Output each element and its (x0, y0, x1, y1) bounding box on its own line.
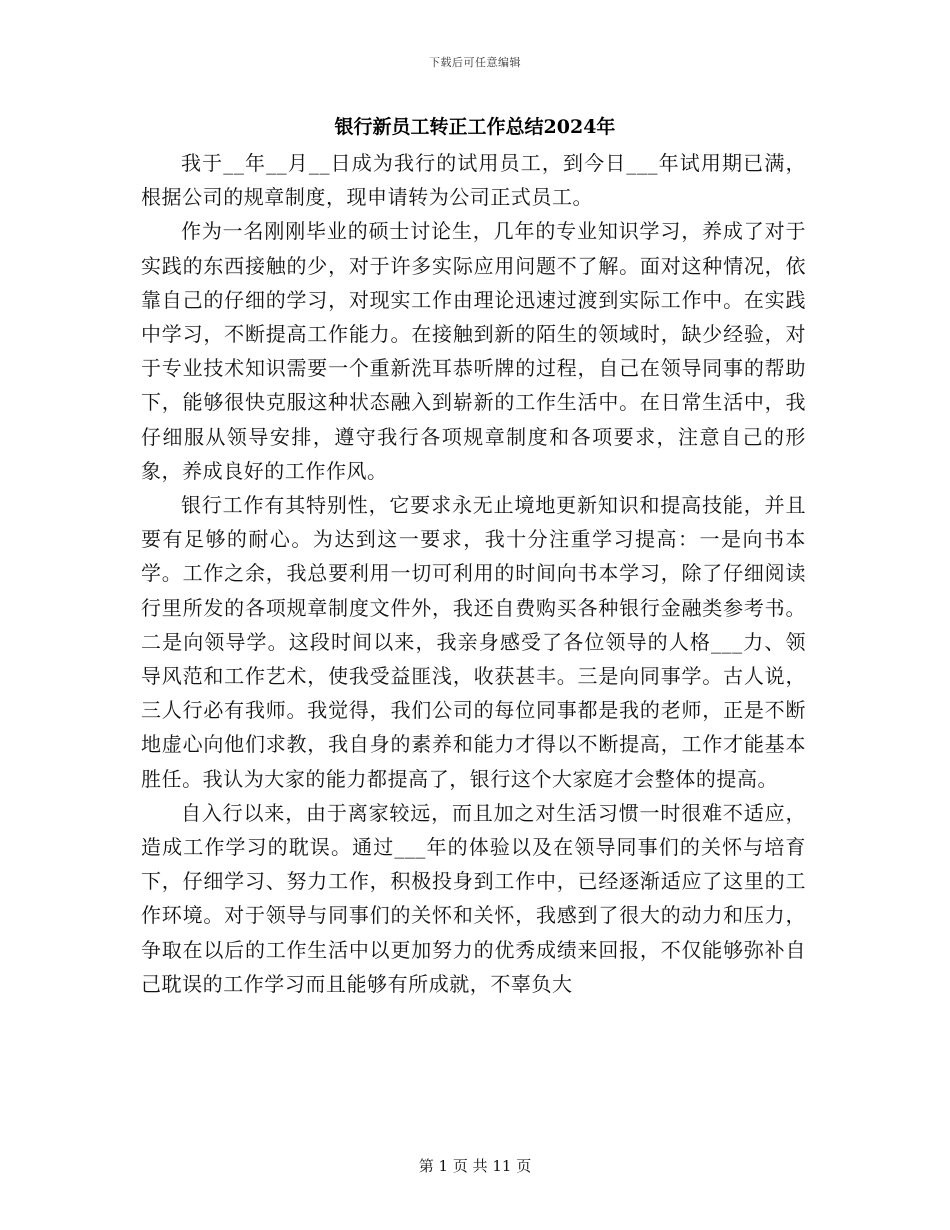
header-note: 下载后可任意编辑 (429, 56, 521, 69)
paragraph-4: 自入行以来，由于离家较远，而且加之对生活习惯一时很难不适应，造成工作学习的耽误。通过___年的体验以及在领导同事们的关怀与培育下，仔细学习、努力工作，积极投身到工作中，已经逐渐适应了这里的工作环境。对于领导与同事们的关怀和关怀，我感到了很大的动力和压力，争取在以后的工作生活中以更加努力的优秀成绩来回报，不仅能够弥补自己耽误的工作学习而且能够有所成就，不辜负大 (141, 800, 806, 996)
paragraph-1: 我于__年__月__日成为我行的试用员工，到今日___年试用期已满，根据公司的规章制度，现申请转为公司正式员工。 (141, 151, 806, 210)
paragraph-3: 银行工作有其特别性，它要求永无止境地更新知识和提高技能，并且要有足够的耐心。为达到这一要求，我十分注重学习提高：一是向书本学。工作之余，我总要利用一切可利用的时间向书本学习，除了仔细阅读行里所发的各项规章制度文件外，我还自费购买各种银行金融类参考书。二是向领导学。这段时间以来，我亲身感受了各位领导的人格___力、领导风范和工作艺术，使我受益匪浅，收获甚丰。三是向同事学。古人说，三人行必有我师。我觉得，我们公司的每位同事都是我的老师，正是不断地虚心向他们求教，我自身的素养和能力才得以不断提高，工作才能基本胜任。我认为大家的能力都提高了，银行这个大家庭才会整体的提高。 (141, 493, 806, 791)
document-body (141, 146, 806, 1001)
document-title: 银行新员工转正工作总结2024年 (334, 116, 616, 138)
paragraph-2: 作为一名刚刚毕业的硕士讨论生，几年的专业知识学习，养成了对于实践的东西接触的少，对于许多实际应用问题不了解。面对这种情况，依靠自己的仔细的学习，对现实工作由理论迅速过渡到实际工作中。在实践中学习，不断提高工作能力。在接触到新的陌生的领域时，缺少经验，对于专业技术知识需要一个重新洗耳恭听牌的过程，自己在领导同事的帮助下，能够很快克服这种状态融入到崭新的工作生活中。在日常生活中，我仔细服从领导安排，遵守我行各项规章制度和各项要求，注意自己的形象，养成良好的工作作风。 (141, 219, 806, 483)
page-number: 第 1 页 共 11 页 (418, 1157, 532, 1175)
